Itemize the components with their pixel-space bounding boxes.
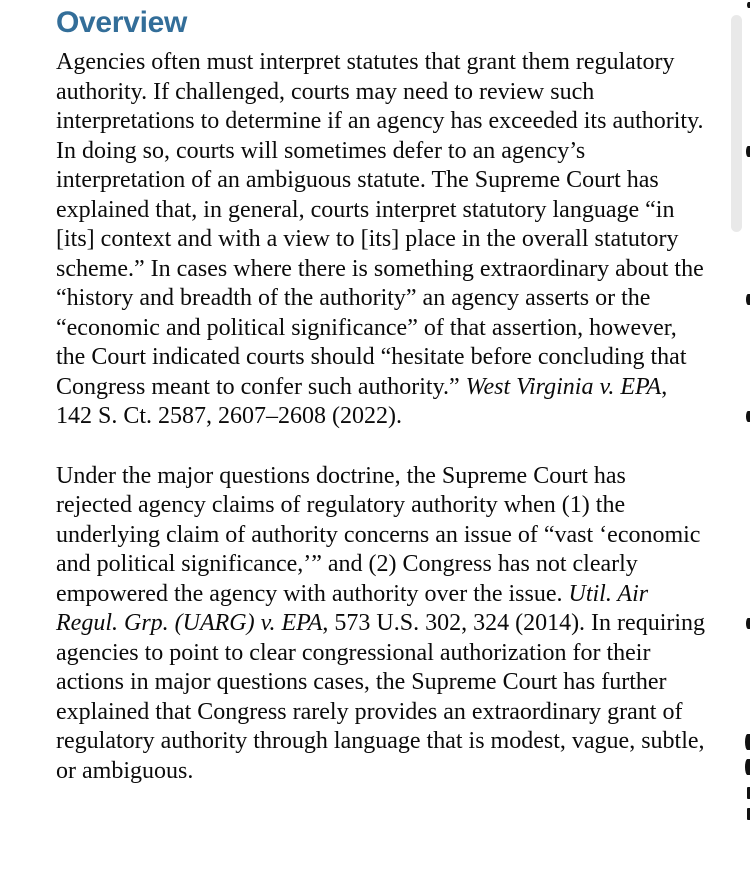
document-page — [56, 6, 706, 816]
paragraph-text: Under the major questions doctrine, the Supreme Court has rejected agency claims of regulatory authority when (1) the underlying claim of authority concerns an issue of “vast ‘economic and political significance,’” and (2) Congress has not clearly empowered the agency with authority over the issue. — [56, 462, 701, 607]
section-heading: Overview — [56, 6, 188, 39]
paragraph-text: , 573 U.S. 302, 324 (2014). In requiring agencies to point to clear congressional authorization for their actions in major questions cases, the Supreme Court has further explained that Congress rarely provides an extraordinary grant of regulatory authority through language that is modest, vague, subtle, or ambiguous. — [56, 610, 706, 784]
clipped-text-fragment — [745, 734, 750, 750]
paragraph-text: , 142 S. Ct. 2587, 2607–2608 (2022). — [56, 373, 668, 429]
paragraph — [56, 48, 706, 432]
paragraphs — [56, 48, 706, 786]
clipped-text-fragment — [746, 411, 750, 422]
paragraph-text: Agencies often must interpret statutes that grant them regulatory authority. If challenged, courts may need to review such interpretations to determine if an agency has exceeded its authority. In doing so, courts will sometimes defer to an agency’s interpretation of an ambiguous statute. The Supreme Court has explained that, in general, courts interpret statutory language “in [its] context and with a view to [its] place in the overall statutory scheme.” In cases where there is something extraordinary about the “history and breadth of the authority” an agency asserts or the “economic and political significance” of that assertion, however, the Court indicated courts should “hesitate before concluding that Congress meant to confer such authority.” — [56, 49, 704, 400]
clipped-text-fragment — [745, 759, 750, 775]
case-citation: Util. Air Regul. Grp. (UARG) v. EPA — [56, 580, 649, 636]
clipped-text-fragment — [746, 618, 750, 629]
clipped-text-fragment — [746, 294, 750, 305]
scrollbar-thumb[interactable] — [731, 15, 742, 232]
clipped-text-fragment — [746, 146, 750, 157]
paragraph — [56, 462, 706, 787]
case-citation: West Virginia v. EPA — [465, 373, 662, 400]
clipped-column-fragments — [742, 0, 750, 884]
